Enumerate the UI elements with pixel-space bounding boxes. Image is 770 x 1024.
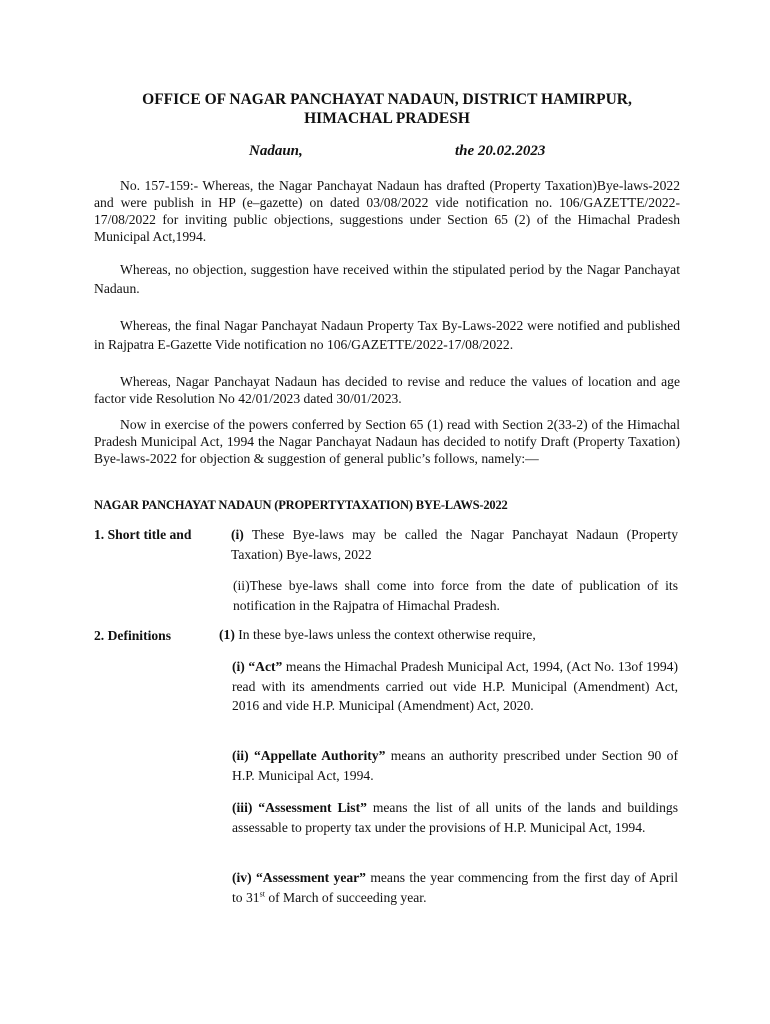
definition-body: means the list of all units of the lands and buildings assessable to property tax under the provisions of H.P. Municipal Act, 1994. [232, 800, 678, 835]
definition-act [232, 657, 678, 716]
clause-2-intro [219, 627, 679, 643]
paragraph-text: Whereas, the final Nagar Panchayat Nadaun Property Tax By-Laws-2022 were notified and published in Rajpatra E-Gazette Vide notification no 106/GAZETTE/2022-17/08/2022. [94, 318, 680, 352]
paragraph-revise-values [94, 373, 680, 407]
heading-line-2: HIMACHAL PRADESH [304, 110, 470, 127]
definition-term: (i) “Act” [232, 659, 283, 674]
clause-2-intro-text: In these bye-laws unless the context otherwise require, [238, 627, 536, 642]
definition-appellate-authority [232, 746, 678, 785]
heading-line-1: OFFICE OF NAGAR PANCHAYAT NADAUN, DISTRICT HAMIRPUR, [142, 91, 632, 108]
paragraph-text: Whereas, Nagar Panchayat Nadaun has decided to revise and reduce the values of location and age factor vide Resolution No 42/01/2023 dated 30/01/2023. [94, 374, 680, 406]
clause-1-i [231, 525, 678, 564]
paragraph-text: Whereas, no objection, suggestion have received within the stipulated period by the Nagar Panchayat Nadaun. [94, 262, 680, 296]
paragraph-no-objection [94, 260, 680, 298]
ordinal-suffix: st [259, 888, 265, 898]
definition-term: (ii) “Appellate Authority” [232, 748, 386, 763]
definition-assessment-year [232, 868, 678, 907]
definition-body: means an authority prescribed under Section 90 of H.P. Municipal Act, 1994. [232, 748, 678, 783]
paragraph-text: No. 157-159:- Whereas, the Nagar Panchayat Nadaun has drafted (Property Taxation)Bye-laws-2022 and were publish in HP (e–gazette) on dated 03/08/2022 vide notification no. 106/GAZETTE/2022-17/08/2022 for inviting public objections, suggestions under Section 65 (2) of the Himachal Pradesh Municipal Act,1994. [94, 178, 680, 244]
place-label: Nadaun, [249, 143, 303, 159]
definition-body: means the Himachal Pradesh Municipal Act, 1994, (Act No. 13of 1994) read with its amendments carried out vide H.P. Municipal (Amendment) Act, 2016 and vide H.P. Municipal (Amendment) Act, 2020. [232, 659, 679, 713]
paragraph-notification [94, 177, 680, 245]
clause-1-ii-text: (ii)These bye-laws shall come into force from the date of publication of its notification in the Rajpatra of Himachal Pradesh. [233, 578, 678, 613]
clause-1-i-marker: (i) [231, 527, 244, 542]
definition-body-end: of March of succeeding year. [268, 889, 427, 905]
paragraph-text: Now in exercise of the powers conferred by Section 65 (1) read with Section 2(33-2) of the Himachal Pradesh Municipal Act, 1994 the Nagar Panchayat Nadaun has decided to notify Draft (Property Taxation) Bye-laws-2022 for objection & suggestion of general public’s follows, namely:— [94, 417, 680, 466]
paragraph-final-notified [94, 316, 680, 354]
bye-laws-title: NAGAR PANCHAYAT NADAUN (PROPERTYTAXATION) BYE-LAWS-2022 [94, 498, 508, 512]
clause-1-label: 1. Short title and [94, 527, 192, 542]
paragraph-exercise-powers [94, 416, 680, 467]
clause-2-intro-marker: (1) [219, 627, 235, 642]
clause-2-label: 2. Definitions [94, 628, 172, 643]
office-heading [94, 90, 680, 128]
definition-body-start: means the year commencing from the first day of April to 31 [232, 870, 678, 905]
definition-term: (iii) “Assessment List” [232, 800, 367, 815]
date-label: the 20.02.2023 [455, 143, 546, 159]
clause-1-i-text: These Bye-laws may be called the Nagar Panchayat Nadaun (Property Taxation) Bye-laws, 2022 [231, 527, 678, 562]
definition-term: (iv) “Assessment year” [232, 870, 366, 885]
clause-1-ii [233, 576, 678, 615]
definition-assessment-list [232, 798, 678, 837]
